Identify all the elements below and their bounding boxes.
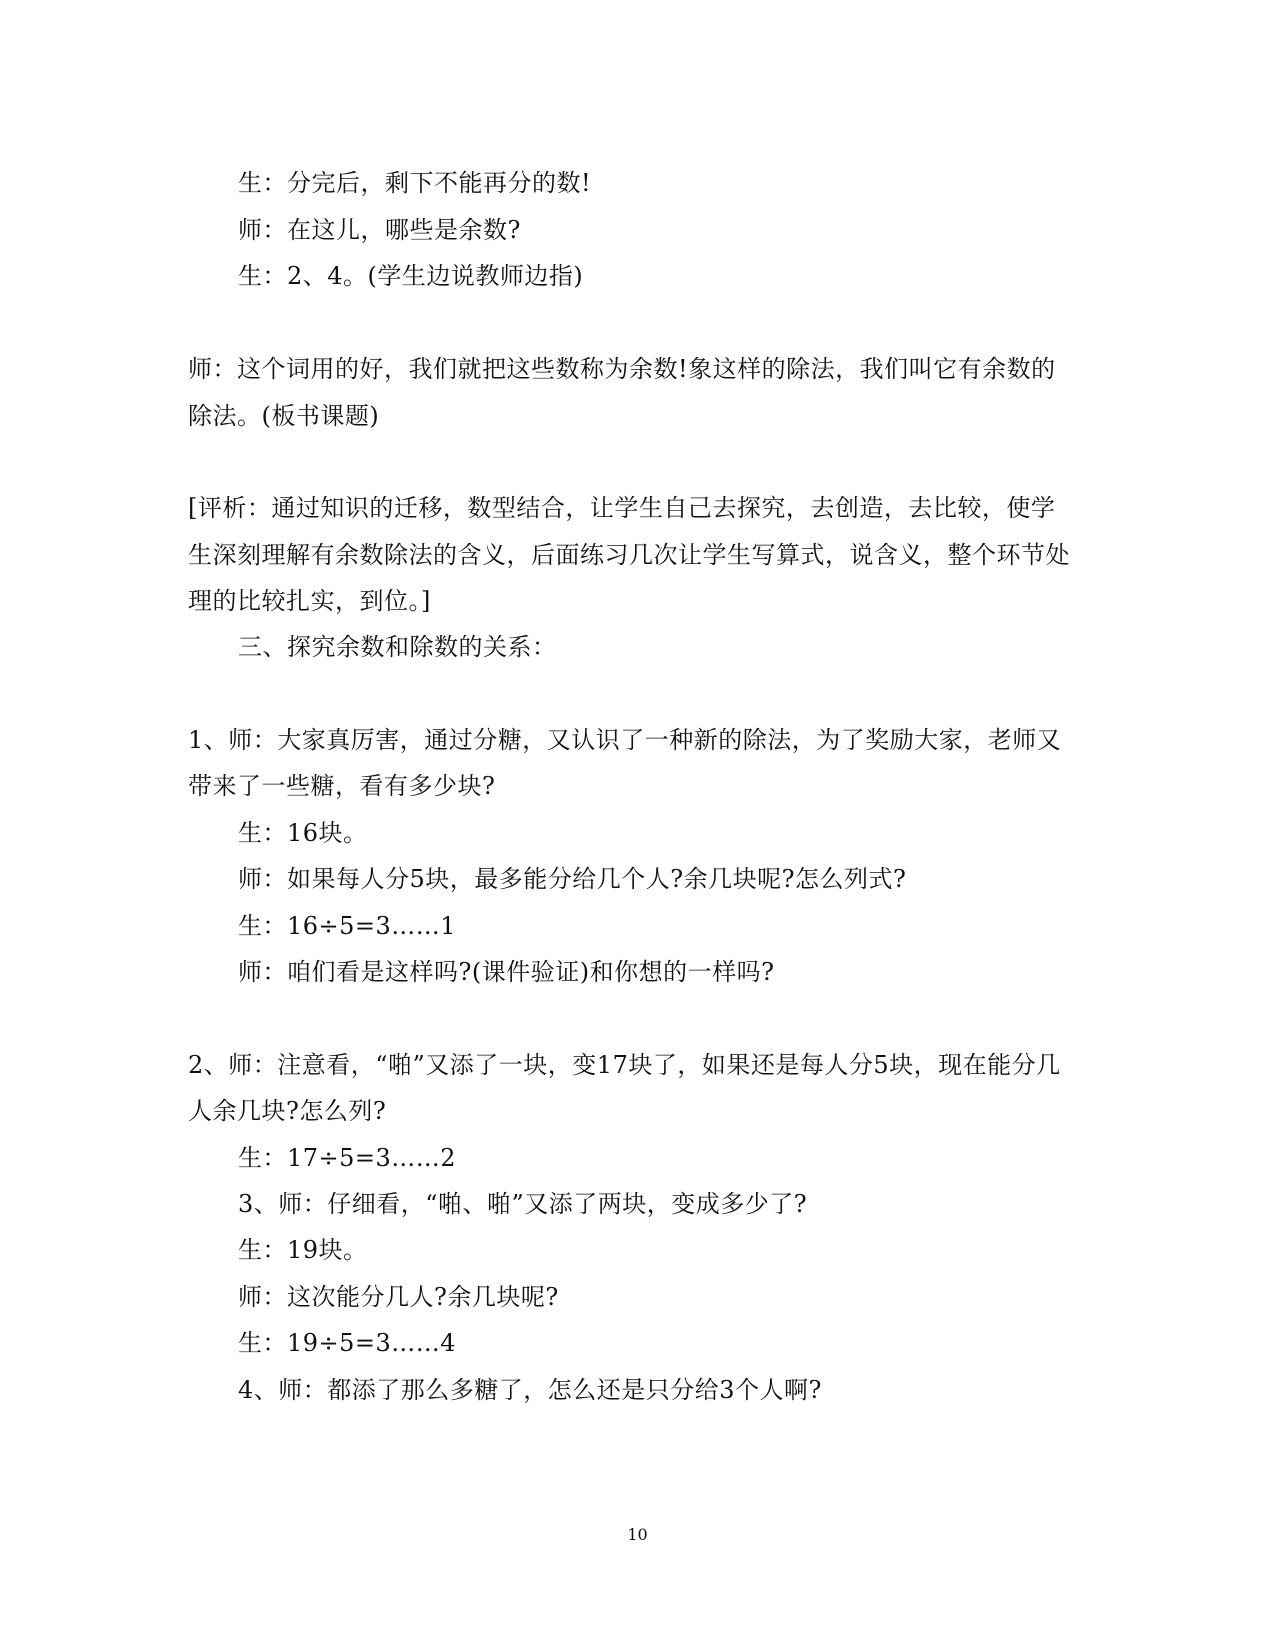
text-line: 师：如果每人分5块，最多能分给几个人?余几块呢?怎么列式? xyxy=(238,865,907,893)
text-line: 师：这个词用的好，我们就把这些数称为余数!象这样的除法，我们叫它有余数的 xyxy=(188,355,1056,383)
text-line: 师：咱们看是这样吗?(课件验证)和你想的一样吗? xyxy=(238,958,775,986)
text-line: 生深刻理解有余数除法的含义，后面练习几次让学生写算式，说含义，整个环节处 xyxy=(188,541,1070,569)
text-line: 人余几块?怎么列? xyxy=(188,1097,387,1125)
text-line: 2、师：注意看，“啪”又添了一块，变17块了，如果还是每人分5块，现在能分几 xyxy=(188,1051,1061,1079)
text-line: 理的比较扎实，到位。] xyxy=(188,587,431,615)
text-line: 生：19块。 xyxy=(238,1236,368,1264)
page-number: 10 xyxy=(627,1525,648,1544)
text-line: [评析：通过知识的迁移，数型结合，让学生自己去探究，去创造，去比较，使学 xyxy=(188,494,1056,522)
text-line: 生：16÷5=3……1 xyxy=(238,912,457,940)
text-line: 生：16块。 xyxy=(238,819,368,847)
text-line: 师：这次能分几人?余几块呢? xyxy=(238,1283,559,1311)
section-heading: 三、探究余数和除数的关系： xyxy=(238,633,557,661)
text-line: 带来了一些糖，看有多少块? xyxy=(188,772,496,800)
text-line: 生：19÷5=3……4 xyxy=(238,1329,457,1357)
text-line: 1、师：大家真厉害，通过分糖，又认识了一种新的除法，为了奖励大家，老师又 xyxy=(188,726,1062,754)
text-line: 生：17÷5=3……2 xyxy=(238,1144,457,1172)
text-line: 除法。(板书课题) xyxy=(188,402,380,430)
text-line: 3、师：仔细看，“啪、啪”又添了两块，变成多少了? xyxy=(238,1190,808,1218)
text-line: 师：在这儿，哪些是余数? xyxy=(238,216,521,244)
text-line: 生：2、4。(学生边说教师边指) xyxy=(238,262,584,290)
text-line: 4、师：都添了那么多糖了，怎么还是只分给3个人啊? xyxy=(238,1376,822,1404)
text-line: 生：分完后，剩下不能再分的数! xyxy=(238,169,592,197)
